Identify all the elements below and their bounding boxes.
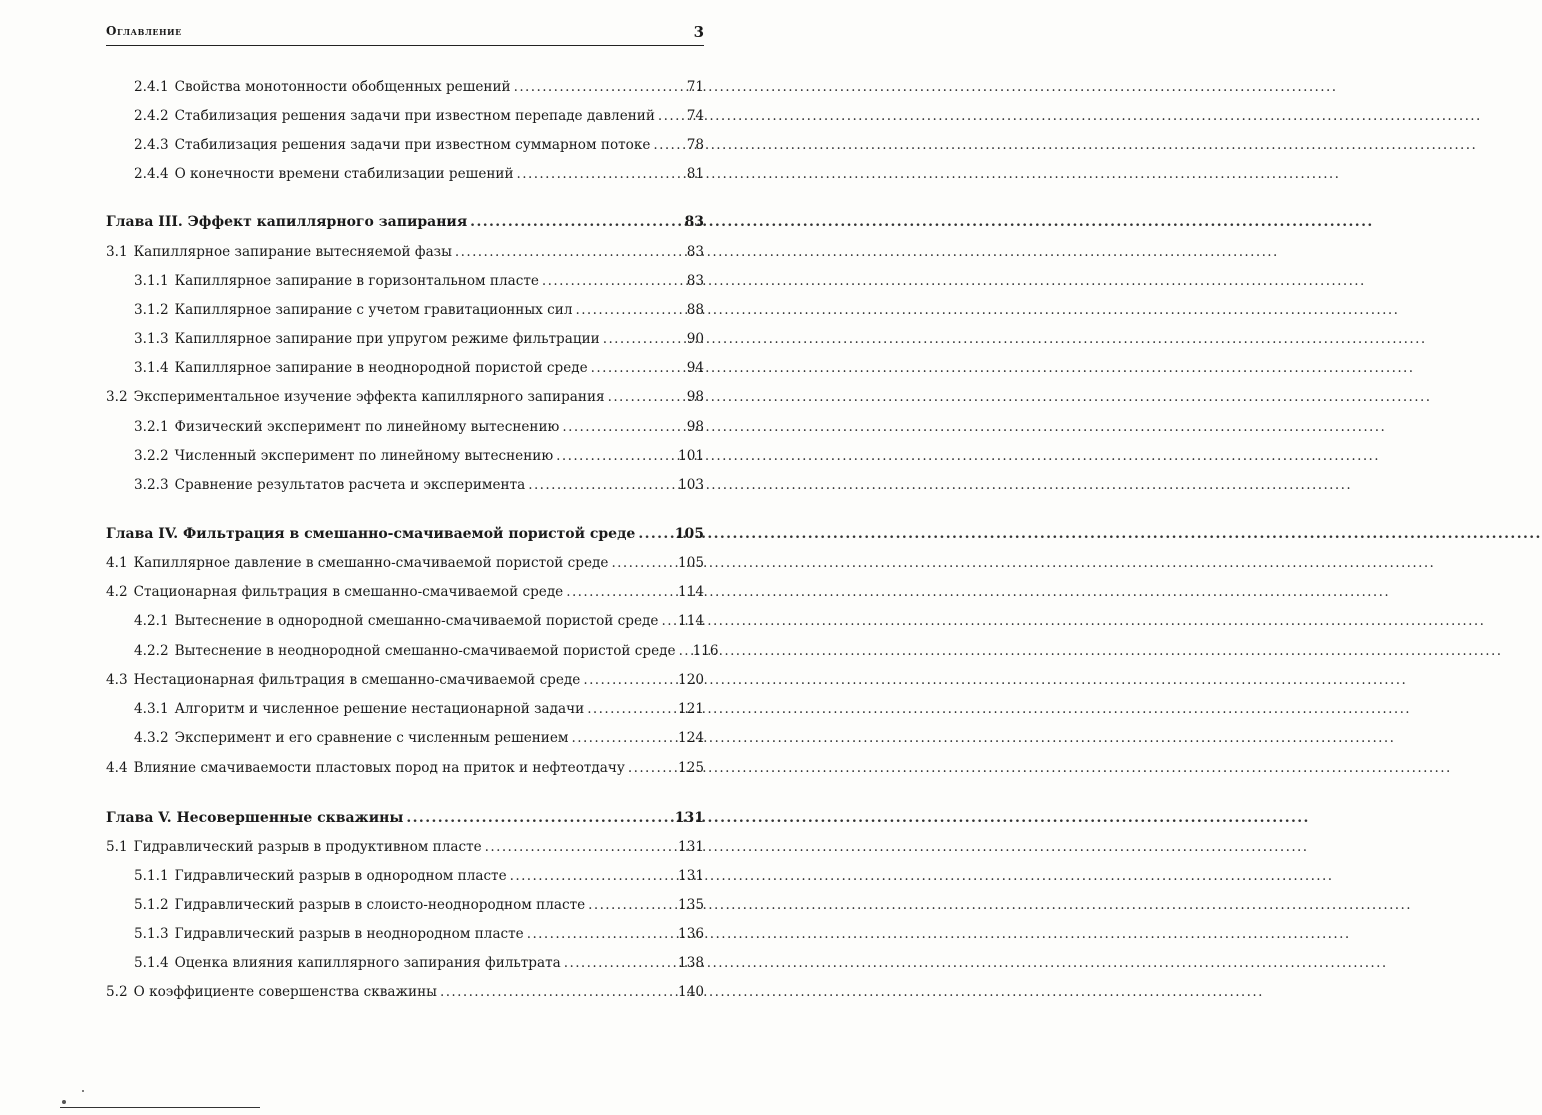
toc-page: 88 <box>686 302 704 318</box>
toc-title: Нестационарная фильтрация в смешанно-смачиваемой среде <box>133 672 581 688</box>
toc-page: 135 <box>678 897 704 913</box>
toc-entry-5-1-3[interactable] <box>134 926 704 946</box>
toc-page: 98 <box>686 419 704 435</box>
toc-number: 3.1 <box>106 244 128 260</box>
toc-entry-4-2-1[interactable] <box>134 613 704 633</box>
toc-entry-4-4[interactable] <box>106 760 704 780</box>
toc-entry-4-2[interactable] <box>106 584 704 604</box>
toc-entry-4-3[interactable] <box>106 672 704 692</box>
toc-page: 78 <box>686 137 704 153</box>
toc-page: 81 <box>686 166 704 182</box>
toc-title: Алгоритм и численное решение нестационарной задачи <box>174 701 585 717</box>
toc-page: 71 <box>686 79 704 95</box>
toc-entry-2-4-4[interactable] <box>134 166 704 186</box>
toc-page: 140 <box>678 984 704 1000</box>
toc-entry-3-1-4[interactable] <box>134 360 704 380</box>
scan-edge-line <box>60 1107 260 1108</box>
toc-title: Физический эксперимент по линейному вытеснению <box>174 419 560 435</box>
toc-number: 4.3.2 <box>134 730 169 746</box>
toc-page: 103 <box>678 477 704 493</box>
toc-entry-5-1-2[interactable] <box>134 897 704 917</box>
toc-title: Стабилизация решения задачи при известном перепаде давлений <box>174 108 655 124</box>
toc-page: 125 <box>678 760 704 776</box>
toc-page: 131 <box>678 868 704 884</box>
toc-entry-3-1[interactable] <box>106 244 704 264</box>
toc-title: Гидравлический разрыв в продуктивном пласте <box>133 839 482 855</box>
toc-number: 4.3.1 <box>134 701 169 717</box>
toc-number: 3.1.3 <box>134 331 169 347</box>
toc-title: Капиллярное запирание вытесняемой фазы <box>133 244 452 260</box>
toc-entry-5-1[interactable] <box>106 839 704 859</box>
toc-page: 101 <box>678 448 704 464</box>
toc-page: 124 <box>678 730 704 746</box>
toc-number: 4.1 <box>106 555 128 571</box>
toc-number: 3.1.4 <box>134 360 169 376</box>
toc-page: 94 <box>686 360 704 376</box>
toc-entry-5-1-4[interactable] <box>134 955 704 975</box>
toc-title: О коэффициенте совершенства скважины <box>133 984 437 1000</box>
toc-title: Гидравлический разрыв в слоисто-неоднородном пласте <box>174 897 586 913</box>
toc-number: 3.1.2 <box>134 302 169 318</box>
toc-number: 4.2.1 <box>134 613 169 629</box>
toc-number: 4.4 <box>106 760 128 776</box>
toc-entry-3-2-3[interactable] <box>134 477 704 497</box>
toc-entry-3-2-2[interactable] <box>134 448 704 468</box>
toc-entry-3-1-1[interactable] <box>134 273 704 293</box>
toc-entry-3-2-1[interactable] <box>134 419 704 439</box>
toc-number: 2.4.3 <box>134 137 169 153</box>
scan-speck <box>62 1100 66 1104</box>
toc-entry-3-1-3[interactable] <box>134 331 704 351</box>
header-title: Оглавление <box>106 24 182 38</box>
toc-title: Свойства монотонности обобщенных решений <box>174 79 511 95</box>
toc-page: 131 <box>674 810 704 826</box>
header-rule <box>106 45 704 46</box>
toc-page: 74 <box>686 108 704 124</box>
toc-number: 3.2.3 <box>134 477 169 493</box>
toc-number: 5.1.3 <box>134 926 169 942</box>
toc-entry-4-1[interactable] <box>106 555 704 575</box>
toc-number: 4.3 <box>106 672 128 688</box>
toc-title: Вытеснение в однородной смешанно-смачиваемой пористой среде <box>174 613 659 629</box>
toc-number: 3.2 <box>106 389 128 405</box>
toc-page: 105 <box>678 555 704 571</box>
toc-number: 5.1.4 <box>134 955 169 971</box>
toc-chapter-title: Глава III. Эффект капиллярного запирания <box>106 214 468 230</box>
toc-page: 83 <box>686 273 704 289</box>
toc-title: Капиллярное давление в смешанно-смачиваемой пористой среде <box>133 555 609 571</box>
toc-chapter-title: Глава V. Несовершенные скважины <box>106 810 404 826</box>
toc-page: 120 <box>678 672 704 688</box>
toc-title: Капиллярное запирание при упругом режиме фильтрации <box>174 331 600 347</box>
toc-entry-2-4-1[interactable] <box>134 79 704 99</box>
toc-page: 83 <box>686 244 704 260</box>
toc-title: Экспериментальное изучение эффекта капиллярного запирания <box>133 389 605 405</box>
toc-title: Вытеснение в неоднородной смешанно-смачиваемой пористой среде <box>174 643 676 659</box>
toc-entry-3-1-2[interactable] <box>134 302 704 322</box>
toc-page: 131 <box>678 839 704 855</box>
toc-title: Гидравлический разрыв в неоднородном пласте <box>174 926 524 942</box>
toc-page: 121 <box>678 701 704 717</box>
running-header <box>106 24 704 44</box>
toc-chapter-4[interactable] <box>106 526 704 546</box>
header-page-number: 3 <box>693 23 704 41</box>
toc-number: 2.4.4 <box>134 166 169 182</box>
toc-entry-5-1-1[interactable] <box>134 868 704 888</box>
toc-entry-4-3-2[interactable] <box>134 730 704 750</box>
toc-number: 4.2 <box>106 584 128 600</box>
toc-page: 90 <box>686 331 704 347</box>
toc-title: Влияние смачиваемости пластовых пород на приток и нефтеотдачу <box>133 760 625 776</box>
toc-number: 5.1 <box>106 839 128 855</box>
toc-entry-4-3-1[interactable] <box>134 701 704 721</box>
toc-entry-2-4-2[interactable] <box>134 108 704 128</box>
toc-title: Сравнение результатов расчета и эксперимента <box>174 477 526 493</box>
toc-page: 114 <box>678 613 704 629</box>
toc-entry-5-2[interactable] <box>106 984 704 1004</box>
toc-title: Оценка влияния капиллярного запирания фильтрата <box>174 955 561 971</box>
toc-page: 98 <box>686 389 704 405</box>
toc-entry-2-4-3[interactable] <box>134 137 704 157</box>
toc-page: 83 <box>684 214 704 230</box>
toc-chapter-3[interactable] <box>106 214 704 234</box>
toc-number: 3.2.2 <box>134 448 169 464</box>
toc-page: 116 <box>692 643 719 659</box>
toc-entry-3-2[interactable] <box>106 389 704 409</box>
toc-number: 4.2.2 <box>134 643 169 659</box>
toc-title: Капиллярное запирание в горизонтальном пласте <box>174 273 539 289</box>
toc-chapter-title: Глава IV. Фильтрация в смешанно-смачиваемой пористой среде <box>106 526 636 542</box>
toc-number: 3.2.1 <box>134 419 169 435</box>
toc-number: 5.1.1 <box>134 868 169 884</box>
toc-page: 105 <box>674 526 704 542</box>
toc-number: 5.2 <box>106 984 128 1000</box>
toc-number: 2.4.2 <box>134 108 169 124</box>
scan-speck <box>82 1090 84 1092</box>
toc-page: 138 <box>678 955 704 971</box>
toc-title: О конечности времени стабилизации решений <box>174 166 514 182</box>
toc-number: 2.4.1 <box>134 79 169 95</box>
toc-title: Капиллярное запирание в неоднородной пористой среде <box>174 360 588 376</box>
toc-number: 3.1.1 <box>134 273 169 289</box>
toc-entry-4-2-2[interactable] <box>134 643 719 663</box>
toc-title: Капиллярное запирание с учетом гравитационных сил <box>174 302 573 318</box>
toc-title: Стабилизация решения задачи при известном суммарном потоке <box>174 137 651 153</box>
toc-page: 114 <box>678 584 704 600</box>
toc-title: Эксперимент и его сравнение с численным решением <box>174 730 569 746</box>
toc-title: Численный эксперимент по линейному вытеснению <box>174 448 554 464</box>
toc-chapter-5[interactable] <box>106 810 704 830</box>
toc-title: Стационарная фильтрация в смешанно-смачиваемой среде <box>133 584 564 600</box>
toc-page: 136 <box>678 926 704 942</box>
toc-number: 5.1.2 <box>134 897 169 913</box>
toc-title: Гидравлический разрыв в однородном пласте <box>174 868 507 884</box>
